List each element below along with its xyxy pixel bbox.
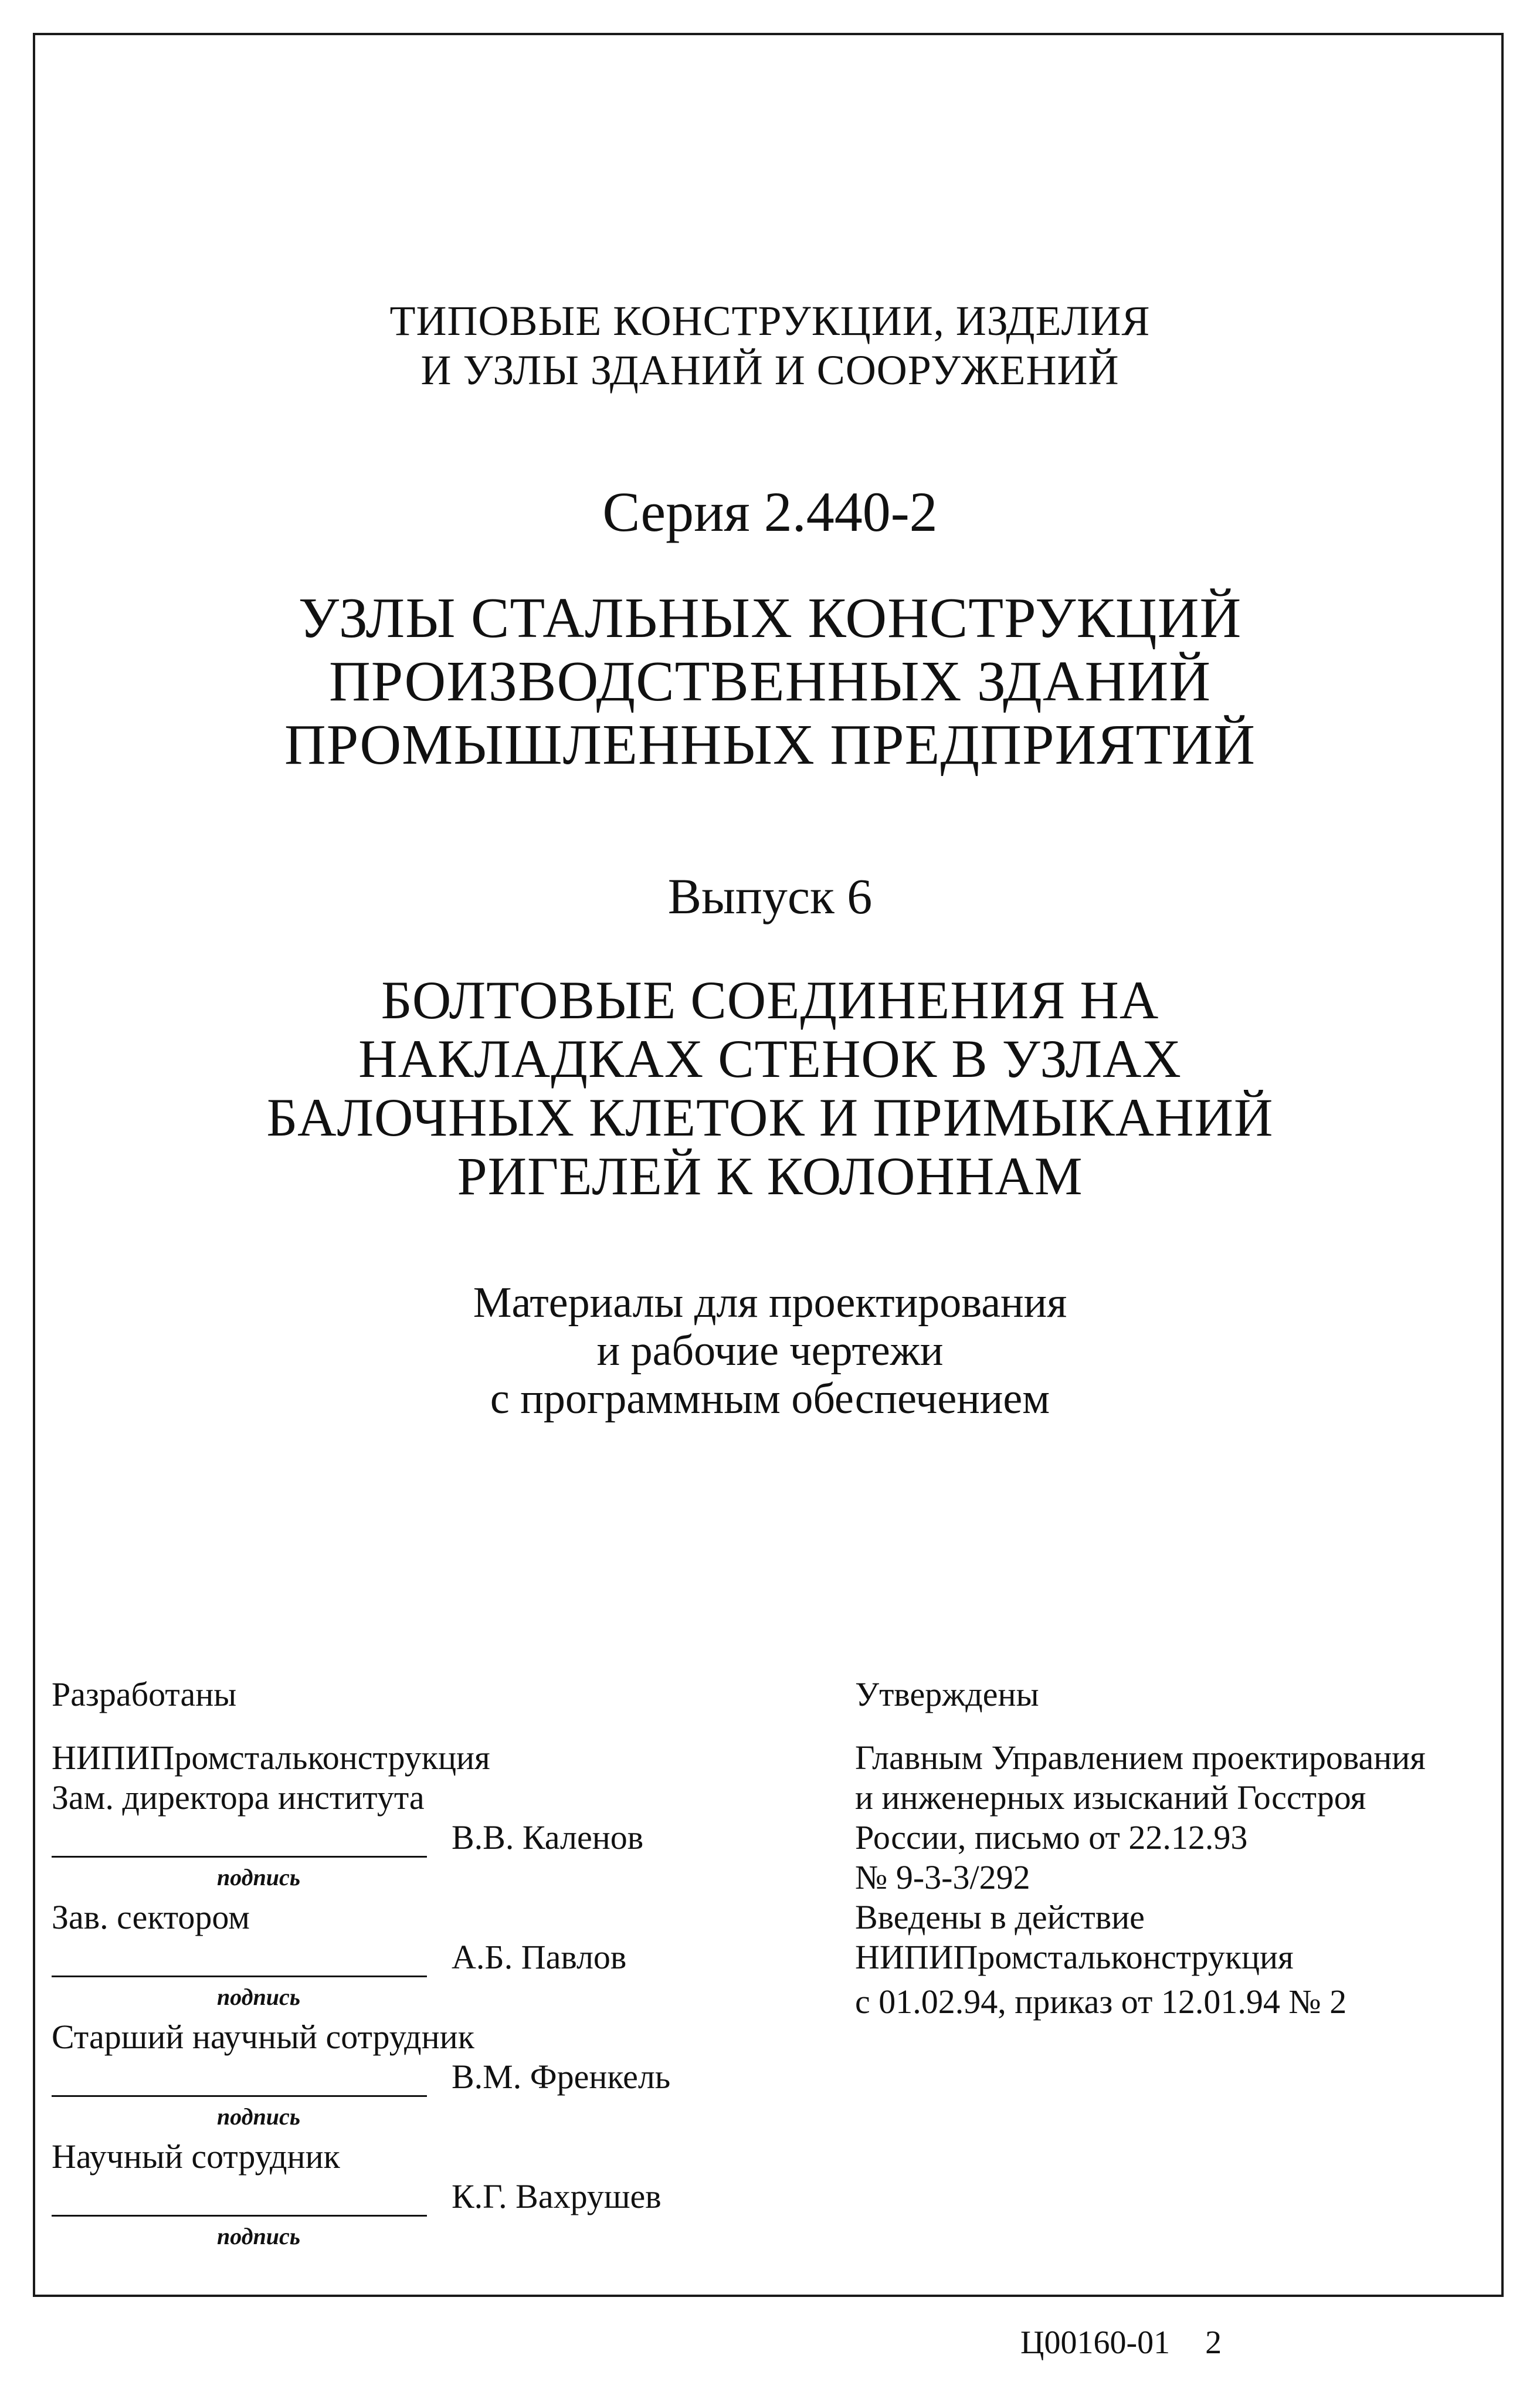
approval-line: НИПИПромстальконструкция <box>855 1938 1294 1976</box>
approval-line: с 01.02.94, приказ от 12.01.94 № 2 <box>855 1983 1347 2021</box>
page-number: 2 <box>1205 2325 1222 2361</box>
signatory-role: Зав. сектором <box>52 1898 250 1936</box>
issue-title-line-2: НАКЛАДКАХ СТЕНОК В УЗЛАХ <box>358 1029 1182 1089</box>
main-title <box>0 587 1540 777</box>
series-header-line-1: ТИПОВЫЕ КОНСТРУКЦИИ, ИЗДЕЛИЯ <box>389 297 1151 344</box>
signature-line <box>52 2066 427 2097</box>
main-title-line-1: УЗЛЫ СТАЛЬНЫХ КОНСТРУКЦИЙ <box>298 587 1242 650</box>
approval-line: и инженерных изысканий Госстроя <box>855 1778 1366 1817</box>
main-title-line-2: ПРОИЗВОДСТВЕННЫХ ЗДАНИЙ <box>328 650 1211 713</box>
approval-line: № 9-3-3/292 <box>855 1858 1030 1896</box>
signatory-name: В.М. Френкель <box>452 2058 671 2096</box>
developer-organization: НИПИПромстальконструкция <box>52 1739 490 1777</box>
signature-line <box>52 2186 427 2217</box>
signatory-role: Зам. директора института <box>52 1778 425 1817</box>
signature-row <box>52 2057 755 2097</box>
developed-heading: Разработаны <box>52 1675 237 1713</box>
main-title-line-3: ПРОМЫШЛЕННЫХ ПРЕДПРИЯТИЙ <box>284 713 1256 777</box>
signatory-name: А.Б. Павлов <box>452 1938 627 1976</box>
signature-caption: подпись <box>217 1984 301 2010</box>
approval-line: России, письмо от 22.12.93 <box>855 1818 1248 1856</box>
materials-line-1: Материалы для проектирования <box>473 1279 1067 1327</box>
series-header-line-2: И УЗЛЫ ЗДАНИЙ И СООРУЖЕНИЙ <box>420 347 1120 394</box>
signature-row <box>52 1937 755 1977</box>
issue-number: Выпуск 6 <box>667 868 873 924</box>
approved-by-block <box>855 1675 1506 2022</box>
signature-row <box>52 2177 755 2217</box>
signature-caption: подпись <box>217 1864 301 1890</box>
signature-line <box>52 1946 427 1977</box>
signature-line <box>52 1827 427 1858</box>
signatory-name: К.Г. Вахрушев <box>452 2177 662 2215</box>
document-code: Ц00160-01 <box>1020 2325 1171 2361</box>
signatory-role: Старший научный сотрудник <box>52 2018 474 2056</box>
issue-title <box>0 971 1540 1205</box>
materials-line-2: и рабочие чертежи <box>596 1327 944 1375</box>
approved-heading: Утверждены <box>855 1675 1039 1713</box>
materials-line-3: с программным обеспечением <box>490 1375 1050 1423</box>
signatory-role: Научный сотрудник <box>52 2137 340 2176</box>
signature-caption: подпись <box>217 2223 301 2249</box>
series-header <box>0 296 1540 395</box>
page-footer <box>1020 2324 1222 2361</box>
approval-line: Главным Управлением проектирования <box>855 1739 1426 1777</box>
developed-by-block <box>52 1675 755 2256</box>
approval-line: Введены в действие <box>855 1898 1145 1936</box>
signature-caption: подпись <box>217 2103 301 2130</box>
signatory-name: В.В. Каленов <box>452 1818 644 1856</box>
materials-description <box>0 1279 1540 1423</box>
series-number: Серия 2.440-2 <box>602 480 938 543</box>
issue-title-line-1: БОЛТОВЫЕ СОЕДИНЕНИЯ НА <box>381 970 1159 1030</box>
issue-title-line-4: РИГЕЛЕЙ К КОЛОННАМ <box>457 1146 1083 1206</box>
signature-row <box>52 1818 755 1858</box>
issue-title-line-3: БАЛОЧНЫХ КЛЕТОК И ПРИМЫКАНИЙ <box>266 1087 1274 1147</box>
